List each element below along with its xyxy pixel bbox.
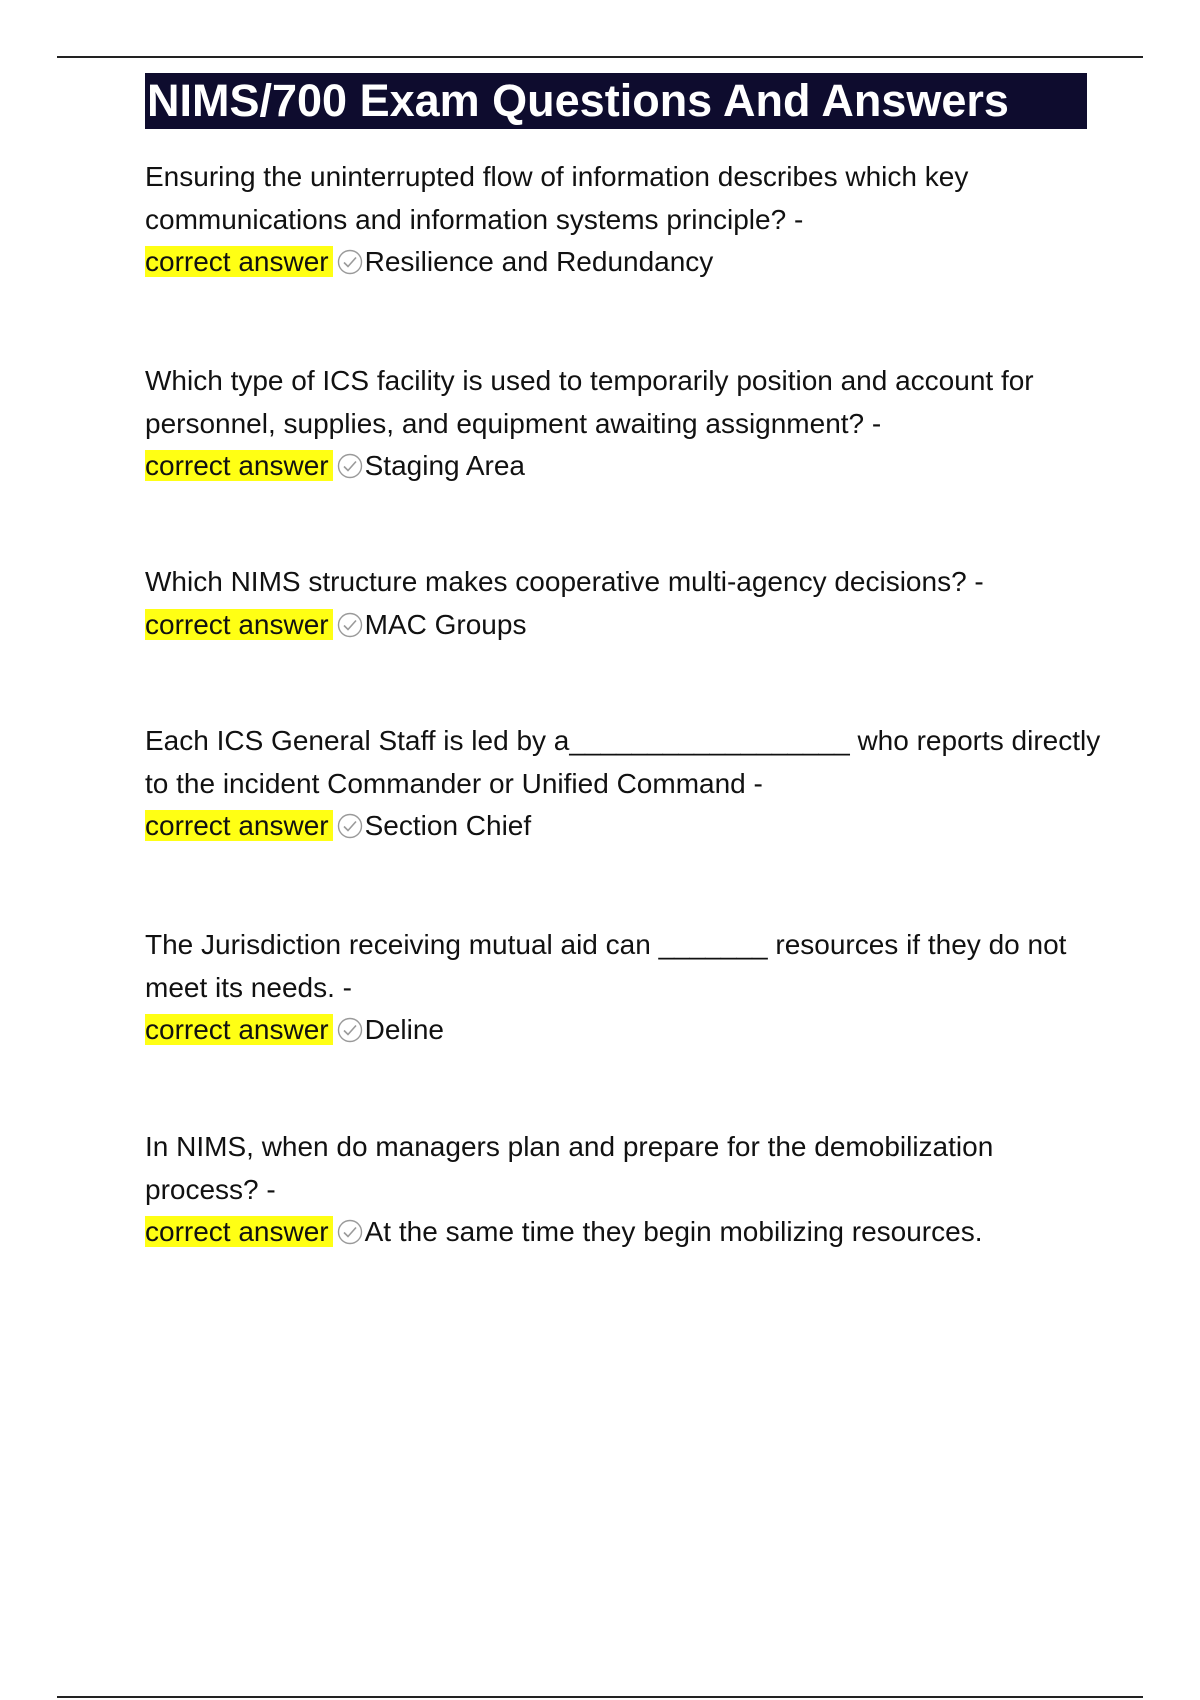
answer-text: Staging Area — [364, 450, 525, 481]
answer-line — [145, 1009, 1105, 1052]
answer-line — [145, 604, 1105, 647]
check-circle-icon — [337, 1017, 363, 1043]
correct-answer-label: correct answer — [145, 246, 333, 277]
answer-text: At the same time they begin mobilizing resources. — [364, 1216, 983, 1247]
question-text: The Jurisdiction receiving mutual aid can _______ resources if they do not meet its needs. - — [145, 929, 1067, 1003]
qa-item — [145, 156, 1105, 284]
correct-answer-label: correct answer — [145, 1014, 333, 1045]
answer-text: Resilience and Redundancy — [364, 246, 714, 277]
question-text: Which type of ICS facility is used to temporarily position and account for personnel, supplies, and equipment awaiting assignment? - — [145, 365, 1034, 439]
answer-line — [145, 445, 1105, 488]
answer-line — [145, 241, 1105, 284]
qa-item — [145, 1126, 1105, 1254]
answer-text: Deline — [364, 1014, 445, 1045]
qa-item — [145, 360, 1105, 488]
check-circle-icon — [337, 249, 363, 275]
page-title: NIMS/700 Exam Questions And Answers — [145, 73, 1087, 129]
check-circle-icon — [337, 612, 363, 638]
bottom-rule — [57, 1696, 1143, 1698]
qa-item — [145, 720, 1105, 848]
check-circle-icon — [337, 813, 363, 839]
question-text: Which NIMS structure makes cooperative multi-agency decisions? - — [145, 566, 984, 597]
answer-text: Section Chief — [364, 810, 532, 841]
correct-answer-label: correct answer — [145, 609, 333, 640]
answer-line — [145, 805, 1105, 848]
check-circle-icon — [337, 1219, 363, 1245]
qa-item — [145, 924, 1105, 1052]
answer-text: MAC Groups — [364, 608, 527, 640]
correct-answer-label: correct answer — [145, 1216, 333, 1247]
correct-answer-label: correct answer — [145, 810, 333, 841]
check-circle-icon — [337, 453, 363, 479]
question-text: Each ICS General Staff is led by a__________________ who reports directly to the incident Commander or Unified Command - — [145, 725, 1101, 799]
question-text: Ensuring the uninterrupted flow of information describes which key communications and information systems principle? - — [145, 161, 969, 235]
correct-answer-label: correct answer — [145, 450, 333, 481]
question-text: In NIMS, when do managers plan and prepare for the demobilization process? - — [145, 1131, 994, 1205]
qa-item — [145, 561, 1105, 646]
top-rule — [57, 56, 1143, 58]
answer-line — [145, 1211, 1105, 1254]
